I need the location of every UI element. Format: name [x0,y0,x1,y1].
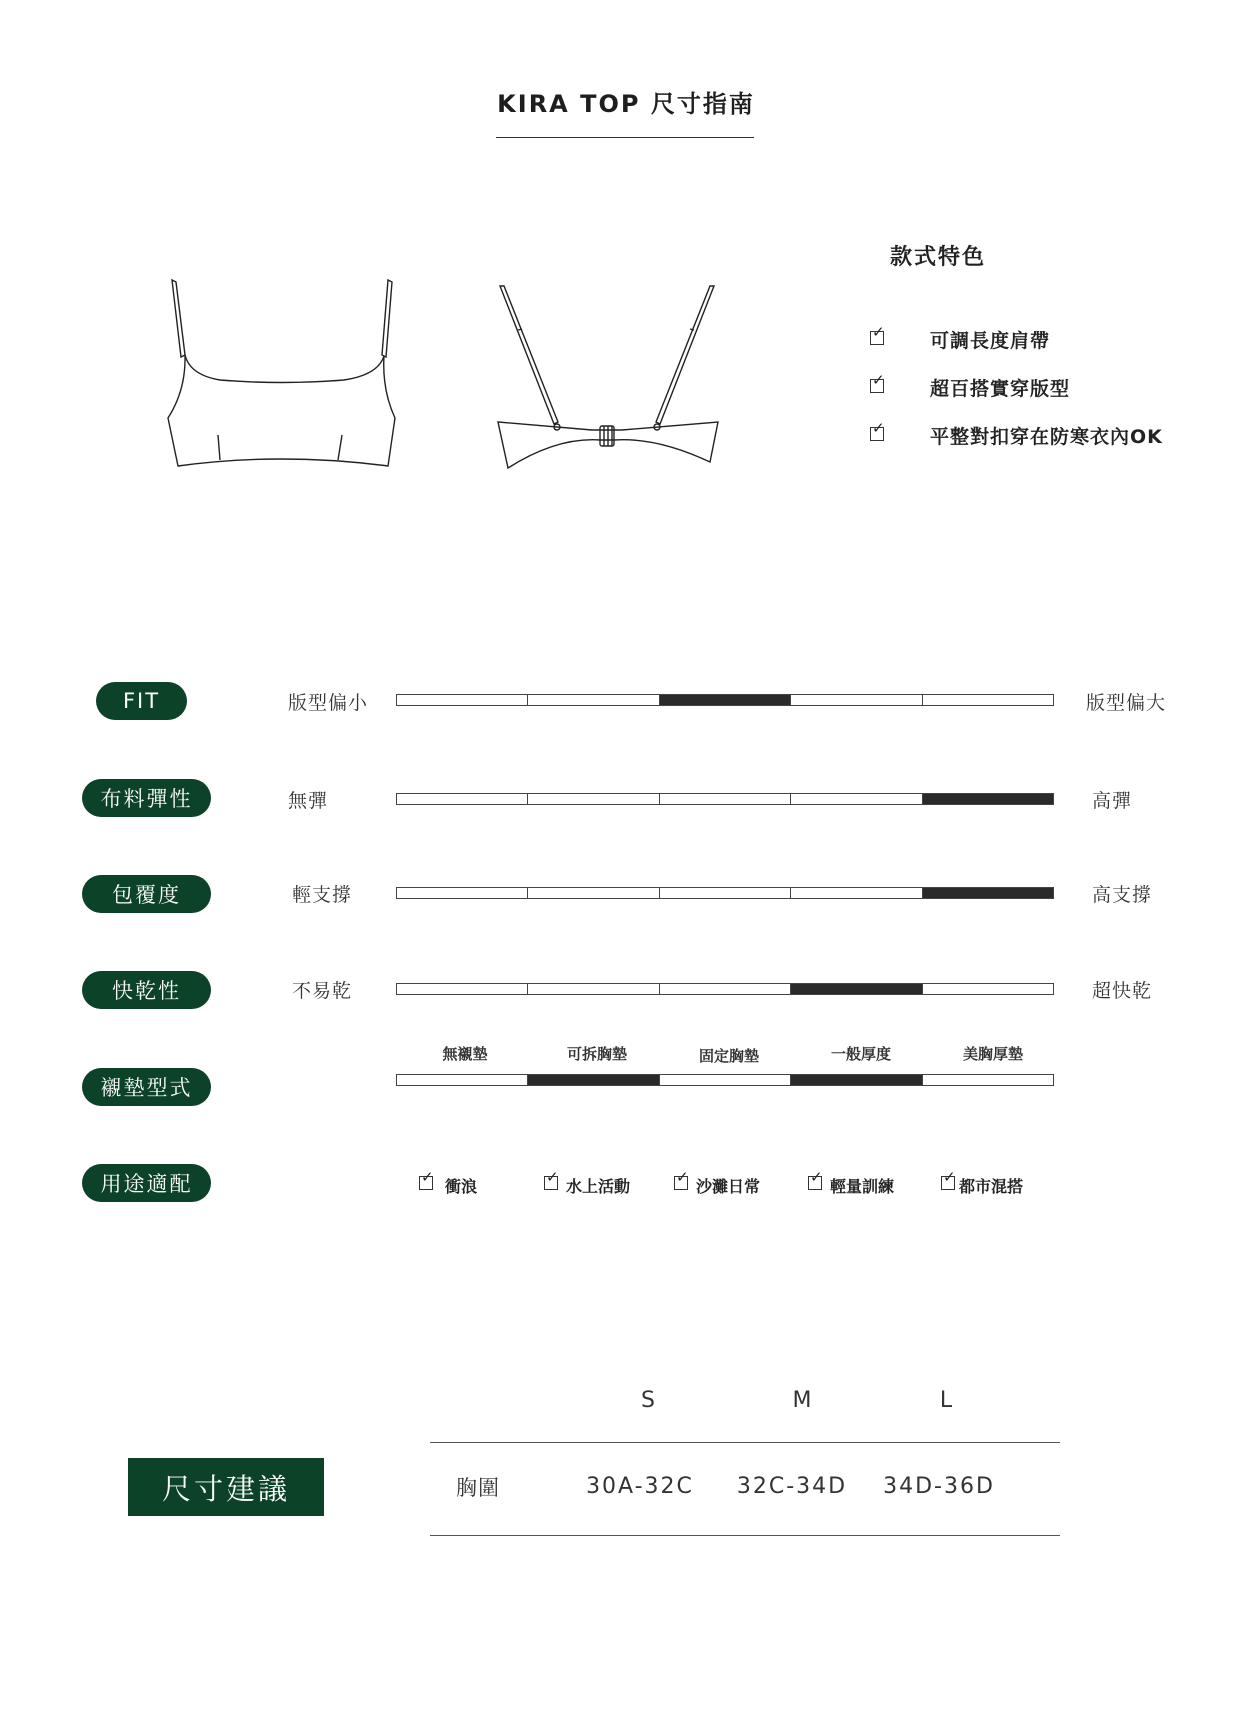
usage-label: 都市混搭 [959,1177,1024,1196]
rating-badge-coverage: 包覆度 [82,875,211,913]
checkbox-checked-icon: ✓ [419,1176,433,1190]
padding-option-label: 美胸厚墊 [962,1045,1023,1063]
bust-row-label: 胸圍 [456,1476,500,1500]
checkbox-checked-icon: ✓ [674,1176,688,1190]
rating-segment [660,794,791,804]
title-divider [496,137,754,138]
rating-left-label: 無彈 [288,790,329,812]
rating-segment [923,888,1053,898]
padding-segment [660,1075,791,1085]
rating-segment [923,984,1053,994]
feature-label: 可調長度肩帶 [930,330,1051,352]
padding-segment [528,1075,659,1085]
table-divider [430,1442,1060,1443]
checkbox-checked-icon: ✓ [941,1176,955,1190]
size-value: 32C-34D [736,1474,848,1499]
usage-label: 輕量訓練 [830,1177,895,1196]
checkbox-checked-icon: ✓ [870,379,884,393]
rating-left-label: 不易乾 [292,980,353,1002]
size-column-header: S [641,1388,655,1413]
feature-label: 超百搭實穿版型 [930,378,1071,400]
rating-right-label: 高支撐 [1092,884,1153,906]
padding-option-label: 一般厚度 [830,1045,891,1063]
padding-option-label: 可拆胸墊 [566,1045,627,1063]
size-recommendation-heading: 尺寸建議 [128,1458,324,1516]
rating-bar [396,887,1054,899]
rating-badge-quick-dry: 快乾性 [82,971,211,1009]
rating-segment [397,888,528,898]
rating-segment [791,888,922,898]
rating-segment [660,888,791,898]
rating-segment [397,695,528,705]
size-column-header: M [792,1388,812,1413]
rating-segment [923,794,1053,804]
rating-segment [791,794,922,804]
back-view-sketch-icon [492,282,722,472]
padding-type-badge: 襯墊型式 [82,1068,211,1106]
padding-segment [923,1075,1053,1085]
checkbox-checked-icon: ✓ [544,1176,558,1190]
checkbox-checked-icon: ✓ [870,427,884,441]
rating-segment [660,984,791,994]
padding-option-label: 固定胸墊 [698,1047,759,1065]
rating-segment [397,984,528,994]
table-divider [430,1535,1060,1536]
feature-label: 平整對扣穿在防寒衣內OK [930,426,1163,448]
rating-segment [528,695,659,705]
usage-label: 水上活動 [566,1177,631,1196]
page-title: KIRA TOP 尺寸指南 [497,90,755,118]
rating-segment [528,984,659,994]
padding-bar [396,1074,1054,1086]
rating-segment [923,695,1053,705]
checkbox-checked-icon: ✓ [870,331,884,345]
rating-bar [396,983,1054,995]
usage-badge: 用途適配 [82,1164,211,1202]
features-heading: 款式特色 [890,245,987,270]
rating-right-label: 高彈 [1092,790,1133,812]
rating-bar [396,793,1054,805]
rating-left-label: 版型偏小 [288,692,369,714]
rating-segment [528,794,659,804]
front-view-sketch-icon [160,270,405,475]
usage-label: 衝浪 [445,1177,478,1196]
rating-left-label: 輕支撐 [292,884,353,906]
size-value: 34D-36D [883,1474,995,1499]
rating-right-label: 超快乾 [1092,980,1153,1002]
padding-segment [791,1075,922,1085]
rating-segment [791,695,922,705]
rating-bar [396,694,1054,706]
size-value: 30A-32C [586,1474,694,1499]
padding-option-label: 無襯墊 [442,1045,488,1063]
rating-badge-fit: FIT [96,682,187,720]
usage-label: 沙灘日常 [696,1177,761,1196]
padding-segment [397,1075,528,1085]
rating-right-label: 版型偏大 [1086,692,1167,714]
rating-segment [528,888,659,898]
checkbox-checked-icon: ✓ [808,1176,822,1190]
rating-badge-elasticity: 布料彈性 [82,779,211,817]
rating-segment [397,794,528,804]
size-column-header: L [939,1388,953,1413]
rating-segment [791,984,922,994]
rating-segment [660,695,791,705]
